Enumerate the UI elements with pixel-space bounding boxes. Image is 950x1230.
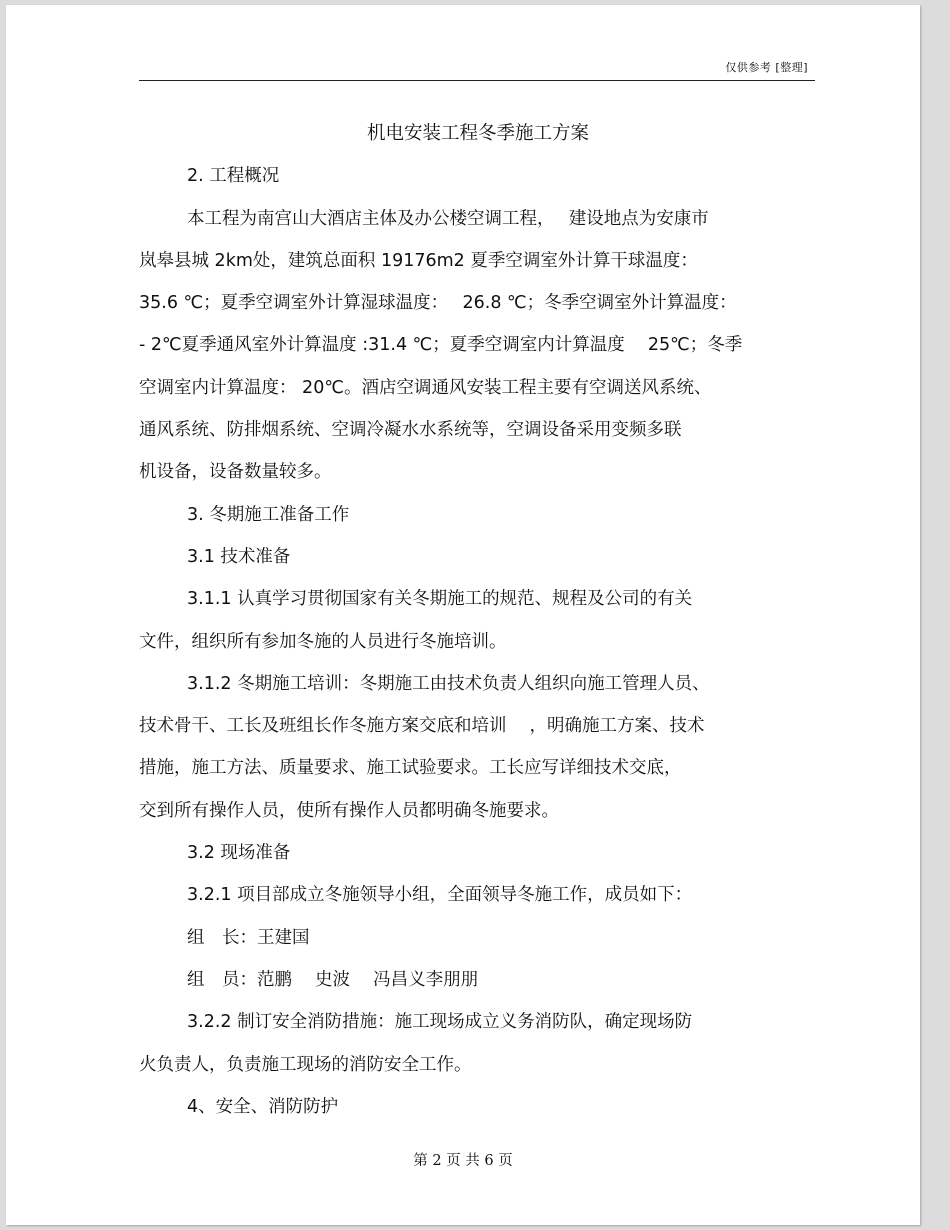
paragraph-line: 岚皋县城 2km处，建筑总面积 19176m2 夏季空调室外计算干球温度： [139, 250, 698, 271]
subsection-heading: 3.1 技术准备 [187, 546, 291, 567]
paragraph-line: 本工程为南宫山大酒店主体及办公楼空调工程， 建设地点为安康市 [187, 208, 709, 229]
paragraph-line: 35.6 ℃；夏季空调室外计算湿球温度： 26.8 ℃；冬季空调室外计算温度： [139, 293, 737, 314]
section-heading: 3. 冬期施工准备工作 [187, 504, 350, 525]
document-title: 机电安装工程冬季施工方案 [366, 123, 589, 144]
paragraph-line: 3.2.2 制订安全消防措施：施工现场成立义务消防队，确定现场防 [187, 1012, 693, 1033]
paragraph-line: 通风系统、防排烟系统、空调冷凝水水系统等，空调设备采用变频多联 [139, 420, 682, 441]
paragraph-line: 火负责人，负责施工现场的消防安全工作。 [139, 1054, 472, 1075]
paragraph-line: 交到所有操作人员，使所有操作人员都明确冬施要求。 [139, 800, 559, 821]
document-body [139, 113, 817, 1128]
team-leader-line: 组 长：王建国 [187, 927, 310, 948]
header-note: 仅供参考 [整理] [725, 61, 808, 74]
header-divider [139, 80, 815, 81]
paragraph-line: 技术骨干、工长及班组长作冬施方案交底和培训 ，明确施工方案、技术 [139, 716, 705, 737]
paragraph-line: 3.2.1 项目部成立冬施领导小组，全面领导冬施工作，成员如下： [187, 885, 693, 906]
team-members-line: 组 员：范鹏 史波 冯昌义李朋朋 [187, 969, 479, 990]
subsection-heading: 3.2 现场准备 [187, 843, 291, 864]
paragraph-line: - 2℃夏季通风室外计算温度 :31.4 ℃；夏季空调室内计算温度 25℃；冬季 [139, 335, 743, 356]
document-page [6, 5, 920, 1225]
paragraph-line: 3.1.2 冬期施工培训：冬期施工由技术负责人组织向施工管理人员、 [187, 673, 710, 694]
paragraph-line: 3.1.1 认真学习贯彻国家有关冬期施工的规范、规程及公司的有关 [187, 589, 693, 610]
paragraph-line: 机设备，设备数量较多。 [139, 462, 332, 483]
page-number: 第 2 页 共 6 页 [413, 1153, 513, 1169]
section-heading: 4、安全、消防防护 [187, 1096, 339, 1117]
section-heading: 2. 工程概况 [187, 166, 280, 187]
paragraph-line: 文件，组织所有参加冬施的人员进行冬施培训。 [139, 631, 507, 652]
paragraph-line: 措施，施工方法、质量要求、施工试验要求。工长应写详细技术交底， [139, 758, 682, 779]
paragraph-line: 空调室内计算温度： 20℃。酒店空调通风安装工程主要有空调送风系统、 [139, 377, 712, 398]
